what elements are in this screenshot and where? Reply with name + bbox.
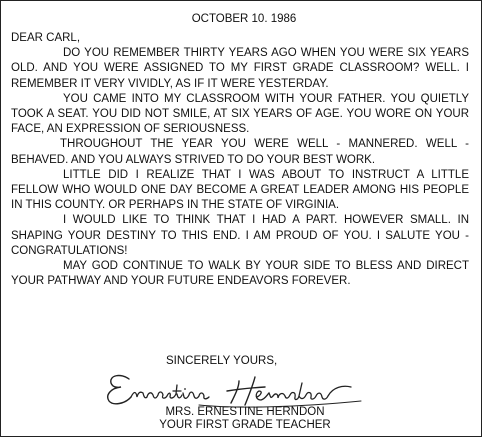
paragraph-leader: LITTLE DID I REALIZE THAT I WAS ABOUT TO INSTRUCT A LITTLE FELLOW WHO WOULD ONE DAY BECOME A GREAT LEADER AMONG HIS PEOPLE IN THIS COUNTY. OR PERHAPS IN THE STATE OF VIRGINIA. <box>11 168 469 212</box>
letter-greeting: DEAR CARL, <box>11 32 81 44</box>
letter-date: OCTOBER 10. 1986 <box>191 13 297 25</box>
paragraph-behavior: THROUGHOUT THE YEAR YOU WERE WELL - MANNERED. WELL - BEHAVED. AND YOU ALWAYS STRIVED TO DO YOUR BEST WORK. <box>11 138 469 166</box>
paragraph-classroom: YOU CAME INTO MY CLASSROOM WITH YOUR FATHER. YOU QUIETLY TOOK A SEAT. YOU DID NOT SMILE, AT SIX YEARS OF AGE. YOU WORE ON YOUR FACE, AN EXPRESSION OF SERIOUSNESS. <box>11 92 469 136</box>
paragraph-proud: I WOULD LIKE TO THINK THAT I HAD A PART. HOWEVER SMALL. IN SHAPING YOUR DESTINY TO THIS END. I AM PROUD OF YOU. I SALUTE YOU - CONGRATULATIONS! <box>11 214 469 257</box>
paragraph-blessing: MAY GOD CONTINUE TO WALK BY YOUR SIDE TO BLESS AND DIRECT YOUR PATHWAY AND YOUR FUTURE ENDEAVORS FOREVER. <box>11 260 469 288</box>
signer-title: YOUR FIRST GRADE TEACHER <box>159 419 331 431</box>
paragraph-remember: DO YOU REMEMBER THIRTY YEARS AGO WHEN YOU WERE SIX YEARS OLD. AND YOU WERE ASSIGNED TO MY FIRST GRADE CLASSROOM? WELL. I REMEMBER IT VERY VIVIDLY, AS IF IT WERE YESTERDAY. <box>11 47 469 90</box>
letter-closing: SINCERELY YOURS, <box>166 355 278 367</box>
signer-block <box>1 406 481 432</box>
handwritten-signature <box>99 369 369 411</box>
signer-name: MRS. ERNESTINE HERNDON <box>165 406 325 418</box>
letter-body <box>11 31 469 289</box>
